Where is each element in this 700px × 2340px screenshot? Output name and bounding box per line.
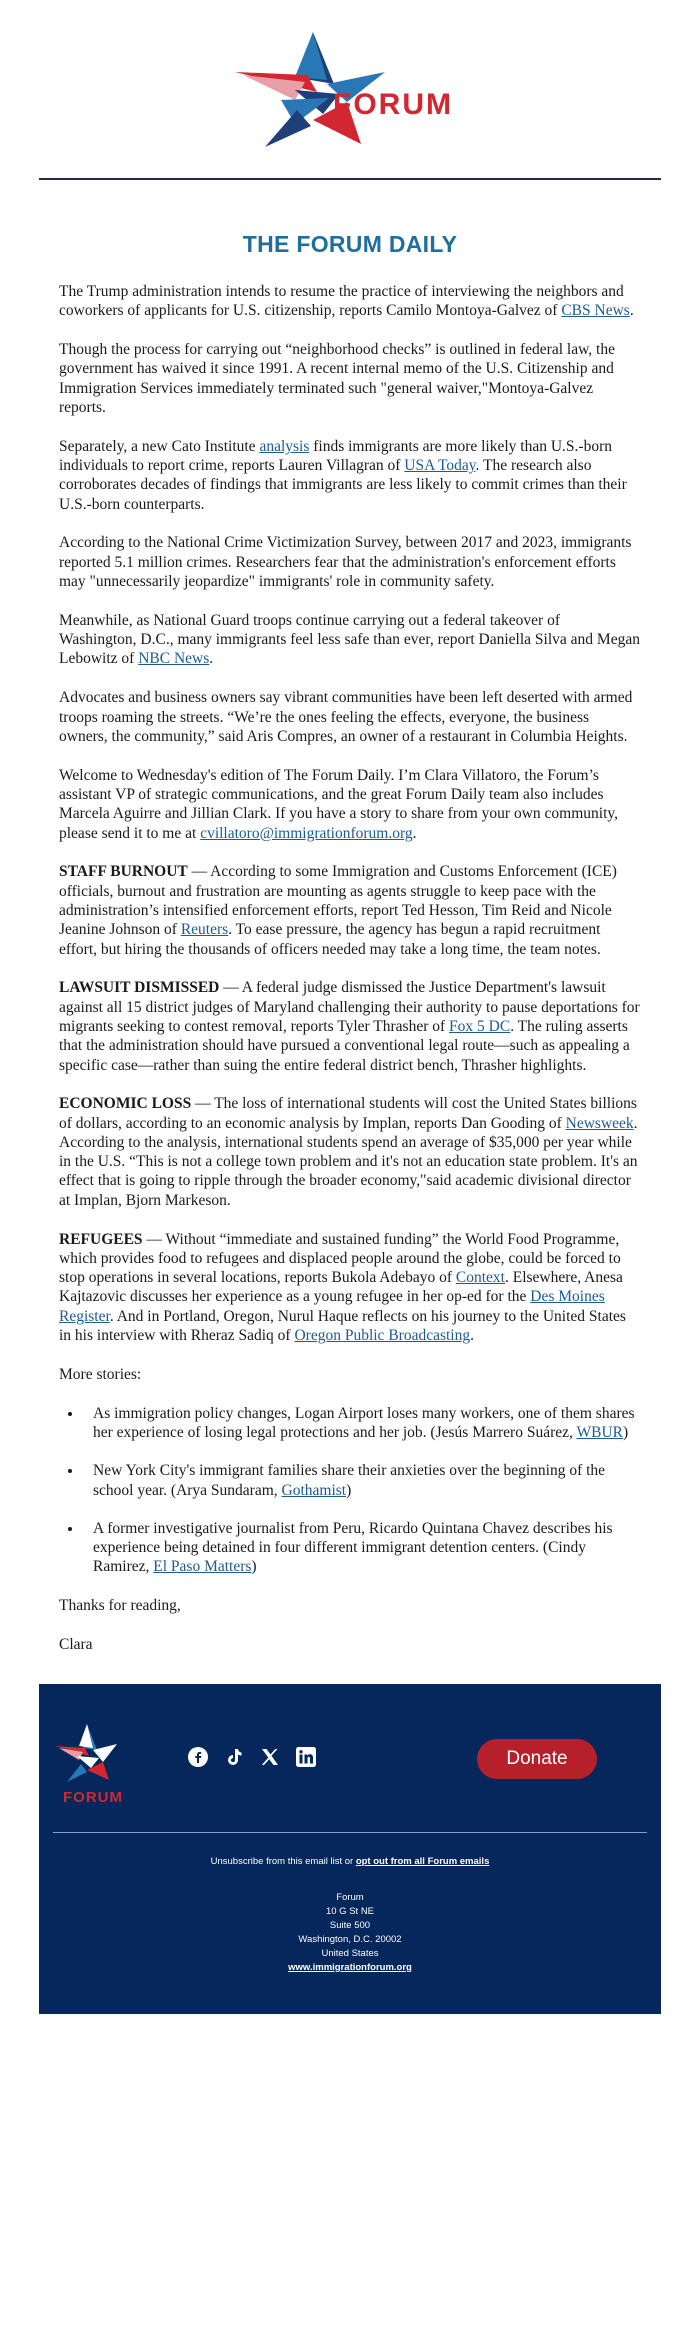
link-cbs-news[interactable]: CBS News	[561, 302, 630, 320]
facebook-icon[interactable]	[187, 1746, 209, 1768]
link-usa-today[interactable]: USA Today	[404, 457, 476, 475]
forum-logo[interactable]	[235, 32, 465, 147]
website-link[interactable]: www.immigrationforum.org	[288, 1961, 412, 1973]
header-divider	[39, 178, 661, 180]
unsubscribe-line	[39, 1856, 661, 1867]
paragraph-5: Meanwhile, as National Guard troops continue carrying out a federal takeover of Washington, D.C., many immigrants feel less safe than ever, report Daniella Silva and Megan Lebowitz of NBC News.	[59, 611, 640, 668]
donate-button[interactable]: Donate	[477, 1739, 597, 1779]
section-heading: REFUGEES	[59, 1230, 143, 1248]
paragraph-2: Though the process for carrying out “neighborhood checks” is outlined in federal law, the government has waived it since 1991. A recent internal memo of the U.S. Citizenship and Immigration Services immediately terminated such "general waiver,"Montoya-Galvez reports.	[59, 341, 615, 416]
address-line: United States	[321, 1947, 379, 1959]
address-line: Washington, D.C. 20002	[298, 1933, 402, 1945]
link-nbc-news[interactable]: NBC News	[138, 650, 210, 668]
newsletter-title: THE FORUM DAILY	[242, 231, 458, 257]
footer-forum-logo[interactable]	[53, 1720, 133, 1810]
signoff-thanks: Thanks for reading,	[59, 1596, 181, 1614]
link-email-clara[interactable]: cvillatoro@immigrationforum.org	[200, 824, 413, 842]
social-links	[187, 1746, 317, 1768]
link-fox5dc[interactable]: Fox 5 DC	[449, 1017, 511, 1035]
paragraph-6: Advocates and business owners say vibrant communities have been left deserted with armed troops roaming the streets. “We’re the ones feeling the effects, everyone, the business owners, the community,” said Aris Compres, an owner of a restaurant in Columbia Heights.	[59, 689, 633, 745]
footer-address	[39, 1891, 661, 1975]
link-analysis[interactable]: analysis	[259, 437, 310, 455]
paragraph-4: According to the National Crime Victimization Survey, between 2017 and 2023, immigrants reported 5.1 million crimes. Researchers fear that the administration's enforcement efforts may "unnecessarily jeopardize" immigrants' role in community safety.	[59, 534, 632, 591]
link-context[interactable]: Context	[455, 1269, 505, 1287]
link-el-paso-matters[interactable]: El Paso Matters	[153, 1558, 252, 1576]
header	[0, 0, 700, 178]
logo-wordmark: FORUM	[333, 87, 453, 121]
section-heading: STAFF BURNOUT	[59, 863, 188, 881]
list-item: • A former investigative journalist from Peru, Ricardo Quintana Chavez describes his experience being detained in four different immigrant detention centers. (Cindy Ramirez, El Paso Matters)	[83, 1519, 641, 1577]
section-economic-loss: ECONOMIC LOSS — The loss of international students will cost the United States billions of dollars, according to an economic analysis by Implan, reports Dan Gooding of Newsweek. According to the analysis, international students spend an average of $35,000 per year while in the U.S. “This is not a college town problem and it's not an education state problem. It's an effect that is going to ripple through the broader economy,"said academic divisional director at Implan, Bjorn Markeson.	[59, 1095, 638, 1209]
linkedin-icon[interactable]	[295, 1746, 317, 1768]
link-newsweek[interactable]: Newsweek	[565, 1114, 634, 1132]
link-des-moines-register[interactable]: Des Moines Register	[59, 1288, 605, 1325]
footer-logo-wordmark: FORUM	[63, 1788, 123, 1806]
address-line: Suite 500	[329, 1919, 371, 1931]
footer	[39, 1684, 661, 2014]
section-heading: LAWSUIT DISMISSED	[59, 979, 220, 997]
link-gothamist[interactable]: Gothamist	[281, 1481, 347, 1499]
more-stories-list	[83, 1404, 641, 1577]
link-wbur[interactable]: WBUR	[576, 1423, 623, 1441]
list-item: • New York City's immigrant families share their anxieties over the beginning of the school year. (Arya Sundaram, Gothamist)	[83, 1461, 641, 1500]
section-refugees: REFUGEES — Without “immediate and sustained funding” the World Food Programme, which provides food to refugees and displaced people around the globe, could be forced to stop operations in several locations, reports Bukola Adebayo of Context. Elsewhere, Anesa Kajtazovic discusses her experience as a young refugee in her op-ed for the Des Moines Register. And in Portland, Oregon, Nurul Haque reflects on his journey to the United States in his interview with Rheraz Sadiq of Oregon Public Broadcasting.	[59, 1230, 626, 1345]
x-icon[interactable]	[259, 1746, 281, 1768]
paragraph-1: The Trump administration intends to resume the practice of interviewing the neighbors and coworkers of applicants for U.S. citizenship, reports Camilo Montoya-Galvez of CBS News.	[59, 283, 634, 320]
unsubscribe-text[interactable]: Unsubscribe from this email list or	[210, 1855, 356, 1867]
signoff-name: Clara	[59, 1635, 93, 1653]
address-line: Forum	[336, 1891, 364, 1903]
footer-divider	[53, 1832, 647, 1833]
section-staff-burnout: STAFF BURNOUT — According to some Immigration and Customs Enforcement (ICE) officials, burnout and frustration are mounting as agents struggle to keep pace with the administration’s intensified enforcement efforts, report Ted Hesson, Tim Reid and Nicole Jeanine Johnson of Reuters. To ease pressure, the agency has begun a rapid recruitment effort, but hiring the thousands of officers needed may take a long time, the team notes.	[59, 863, 617, 958]
list-item: • As immigration policy changes, Logan Airport loses many workers, one of them shares her experience of losing legal protections and her job. (Jesús Marrero Suárez, WBUR)	[83, 1404, 641, 1443]
link-opb[interactable]: Oregon Public Broadcasting	[294, 1327, 471, 1345]
tiktok-icon[interactable]	[223, 1746, 245, 1768]
opt-out-link[interactable]: opt out from all Forum emails	[355, 1855, 490, 1867]
address-line: 10 G St NE	[325, 1905, 375, 1917]
paragraph-7: Welcome to Wednesday's edition of The Forum Daily. I’m Clara Villatoro, the Forum’s assistant VP of strategic communications, and the great Forum Daily team also includes Marcela Aguirre and Jillian Clark. If you have a story to share from your own community, please send it to me at cvillatoro@immigrationforum.org.	[59, 766, 618, 842]
link-reuters[interactable]: Reuters	[180, 921, 229, 939]
section-heading: ECONOMIC LOSS	[59, 1095, 192, 1113]
more-stories-heading: More stories:	[59, 1365, 142, 1383]
newsletter-body	[59, 282, 641, 1654]
paragraph-3: Separately, a new Cato Institute analysis finds immigrants are more likely than U.S.-born individuals to report crime, reports Lauren Villagran of USA Today. The research also corroborates decades of findings that immigrants are less likely to commit crimes than their U.S.-born counterparts.	[59, 437, 627, 513]
section-lawsuit-dismissed: LAWSUIT DISMISSED — A federal judge dismissed the Justice Department's lawsuit against all 15 district judges of Maryland challenging their authority to pause deportations for migrants seeking to contest removal, reports Tyler Thrasher of Fox 5 DC. The ruling asserts that the administration should have pursued a conventional legal route—such as appealing a specific case—rather than suing the entire federal district bench, Thrasher highlights.	[59, 979, 640, 1074]
